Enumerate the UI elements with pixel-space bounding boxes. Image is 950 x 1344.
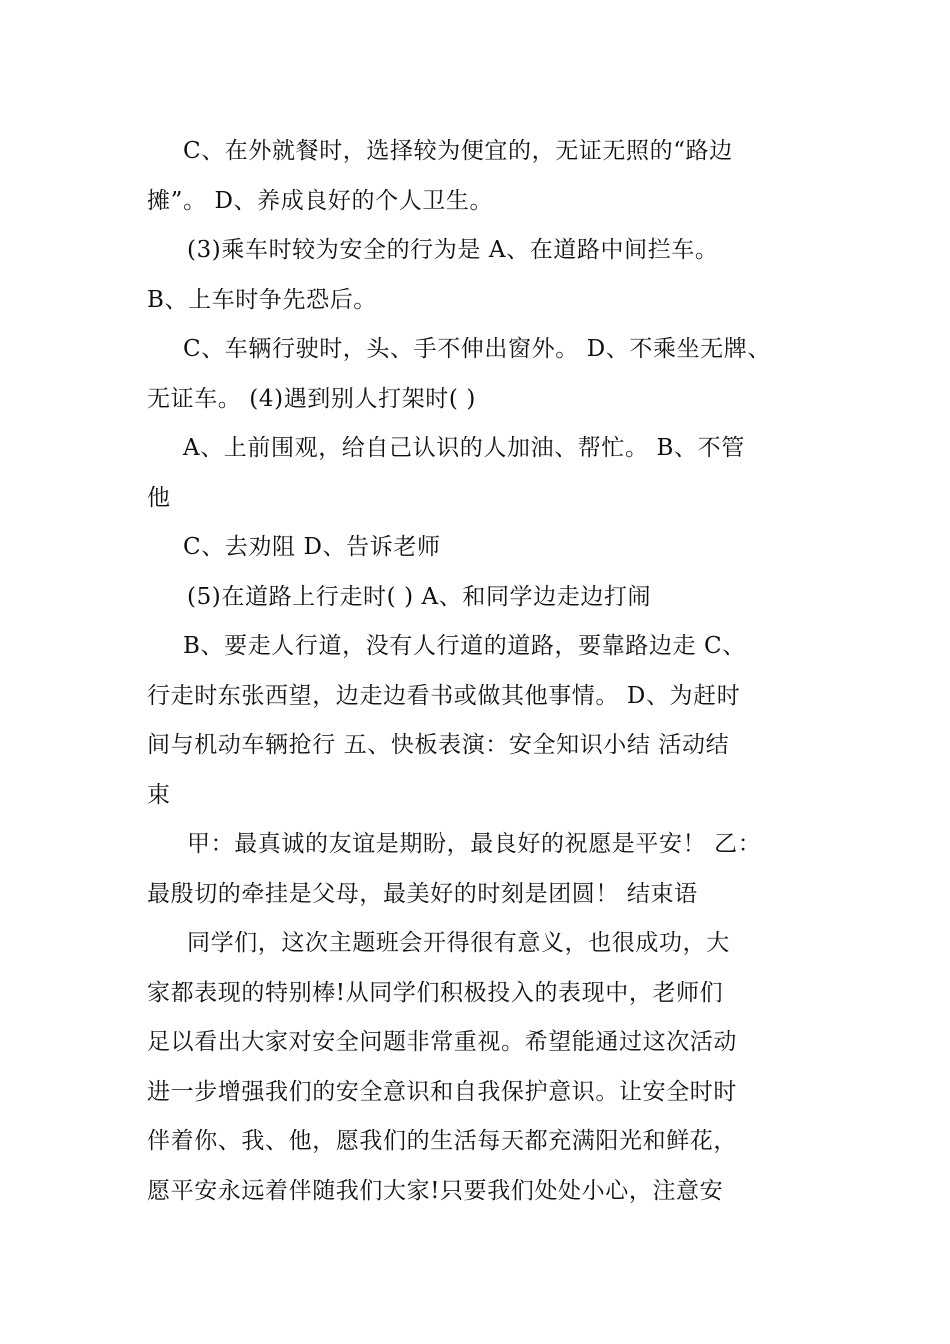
text-line: 甲：最真诚的友谊是期盼，最良好的祝愿是平安！ 乙： (187, 831, 762, 857)
text-line: A、上前围观，给自己认识的人加油、帮忙。 B、不管 (183, 435, 745, 461)
text-line: C、车辆行驶时，头、手不伸出窗外。 D、不乘坐无牌、 (183, 336, 771, 362)
text-line: 同学们，这次主题班会开得很有意义，也很成功，大 (187, 930, 730, 956)
text-line: 家都表现的特别棒!从同学们积极投入的表现中，老师们 (147, 979, 724, 1006)
document-body (147, 127, 797, 1216)
text-line: 无证车。 (4)遇到别人打架时( ) (147, 385, 476, 412)
text-line: 伴着你、我、他，愿我们的生活每天都充满阳光和鲜花， (147, 1128, 737, 1154)
text-line: 间与机动车辆抢行 五、快板表演：安全知识小结 活动结 (147, 732, 730, 758)
text-line: 进一步增强我们的安全意识和自我保护意识。让安全时时 (147, 1078, 737, 1105)
text-line: 摊”。 D、养成良好的个人卫生。 (147, 187, 494, 214)
text-line: (5)在道路上行走时( ) A、和同学边走边打闹 (187, 583, 652, 610)
text-line: C、在外就餐时，选择较为便宜的，无证无照的“路边 (183, 138, 733, 164)
text-line: 足以看出大家对安全问题非常重视。希望能通过这次活动 (147, 1029, 737, 1055)
text-line: B、要走人行道，没有人行道的道路，要靠路边走 C、 (183, 633, 746, 659)
text-line: 束 (147, 781, 171, 808)
text-line: (3)乘车时较为安全的行为是 A、在道路中间拦车。 (187, 237, 719, 263)
text-line: 最殷切的牵挂是父母，最美好的时刻是团圆！ 结束语 (147, 880, 698, 907)
text-line: 他 (147, 484, 171, 511)
text-line: 愿平安永远着伴随我们大家!只要我们处处小心，注意安 (147, 1177, 724, 1204)
text-line: C、去劝阻 D、告诉老师 (183, 534, 441, 560)
text-line: 行走时东张西望，边走边看书或做其他事情。 D、为赶时 (147, 682, 741, 709)
text-line: B、上车时争先恐后。 (147, 286, 377, 313)
